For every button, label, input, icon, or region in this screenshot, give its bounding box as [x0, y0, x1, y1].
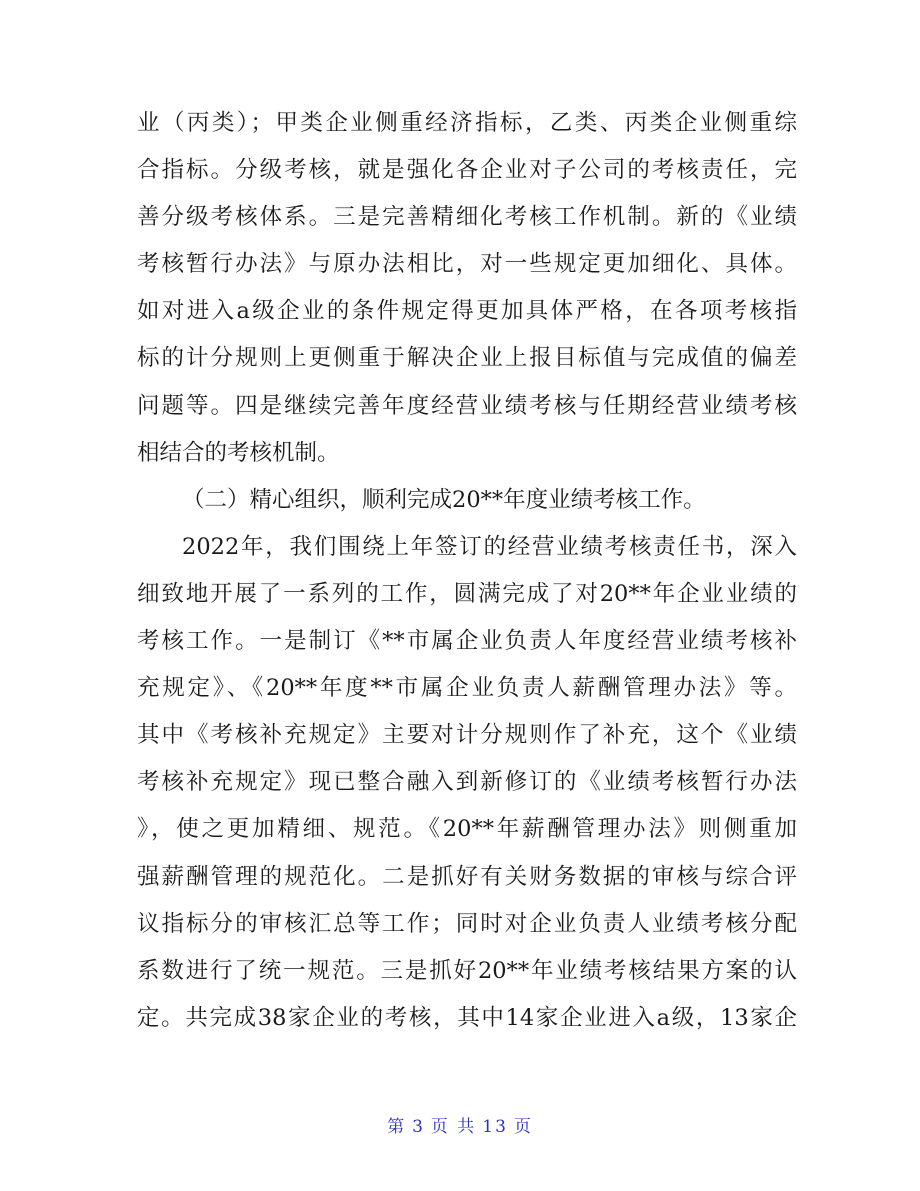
text-line: 2022年，我们围绕上年签订的经营业绩考核责任书，深入 [182, 533, 797, 560]
text-line: 考核补充规定》现已整合融入到新修订的《业绩考核暂行办法 [137, 769, 797, 796]
text-line: 考核工作。一是制订《**市属企业负责人年度经营业绩考核补 [137, 628, 797, 655]
text-line: 善分级考核体系。三是完善精细化考核工作机制。新的《业绩 [137, 204, 797, 231]
text-line: 充规定》、《20**年度**市属企业负责人薪酬管理办法》等。 [137, 675, 797, 702]
footer-current-page: 3 [412, 1117, 425, 1137]
text-line: 》，使之更加精细、规范。《20**年薪酬管理办法》则侧重加 [137, 816, 797, 843]
footer-total-pages: 13 [482, 1117, 508, 1137]
footer-suffix: 页 [513, 1117, 533, 1137]
text-line: 合指标。分级考核，就是强化各企业对子公司的考核责任，完 [137, 157, 797, 184]
text-line: 如对进入a级企业的条件规定得更加具体严格，在各项考核指 [137, 298, 797, 325]
text-line: 考核暂行办法》与原办法相比，对一些规定更加细化、具体。 [137, 251, 797, 278]
text-line: 强薪酬管理的规范化。二是抓好有关财务数据的审核与综合评 [137, 863, 797, 890]
footer-prefix: 第 [387, 1117, 407, 1137]
text-line: 议指标分的审核汇总等工作；同时对企业负责人业绩考核分配 [137, 910, 797, 937]
text-line: 细致地开展了一系列的工作，圆满完成了对20**年企业业绩的 [137, 580, 797, 607]
page-footer [0, 1112, 920, 1137]
text-line: 定。共完成38家企业的考核，其中14家企业进入a级，13家企 [137, 1004, 797, 1031]
text-line: 问题等。四是继续完善年度经营业绩考核与任期经营业绩考核 [137, 392, 797, 419]
text-line: 其中《考核补充规定》主要对计分规则作了补充，这个《业绩 [137, 722, 797, 749]
text-line: 相结合的考核机制。 [137, 439, 340, 466]
body-text [137, 100, 797, 1042]
text-line: 系数进行了统一规范。三是抓好20**年业绩考核结果方案的认 [137, 957, 797, 984]
section-heading: （二）精心组织，顺利完成20**年度业绩考核工作。 [182, 486, 706, 513]
footer-middle: 页 共 [430, 1117, 477, 1137]
text-line: 业（丙类）；甲类企业侧重经济指标，乙类、丙类企业侧重综 [137, 110, 797, 136]
text-line: 标的计分规则上更侧重于解决企业上报目标值与完成值的偏差 [137, 345, 797, 372]
